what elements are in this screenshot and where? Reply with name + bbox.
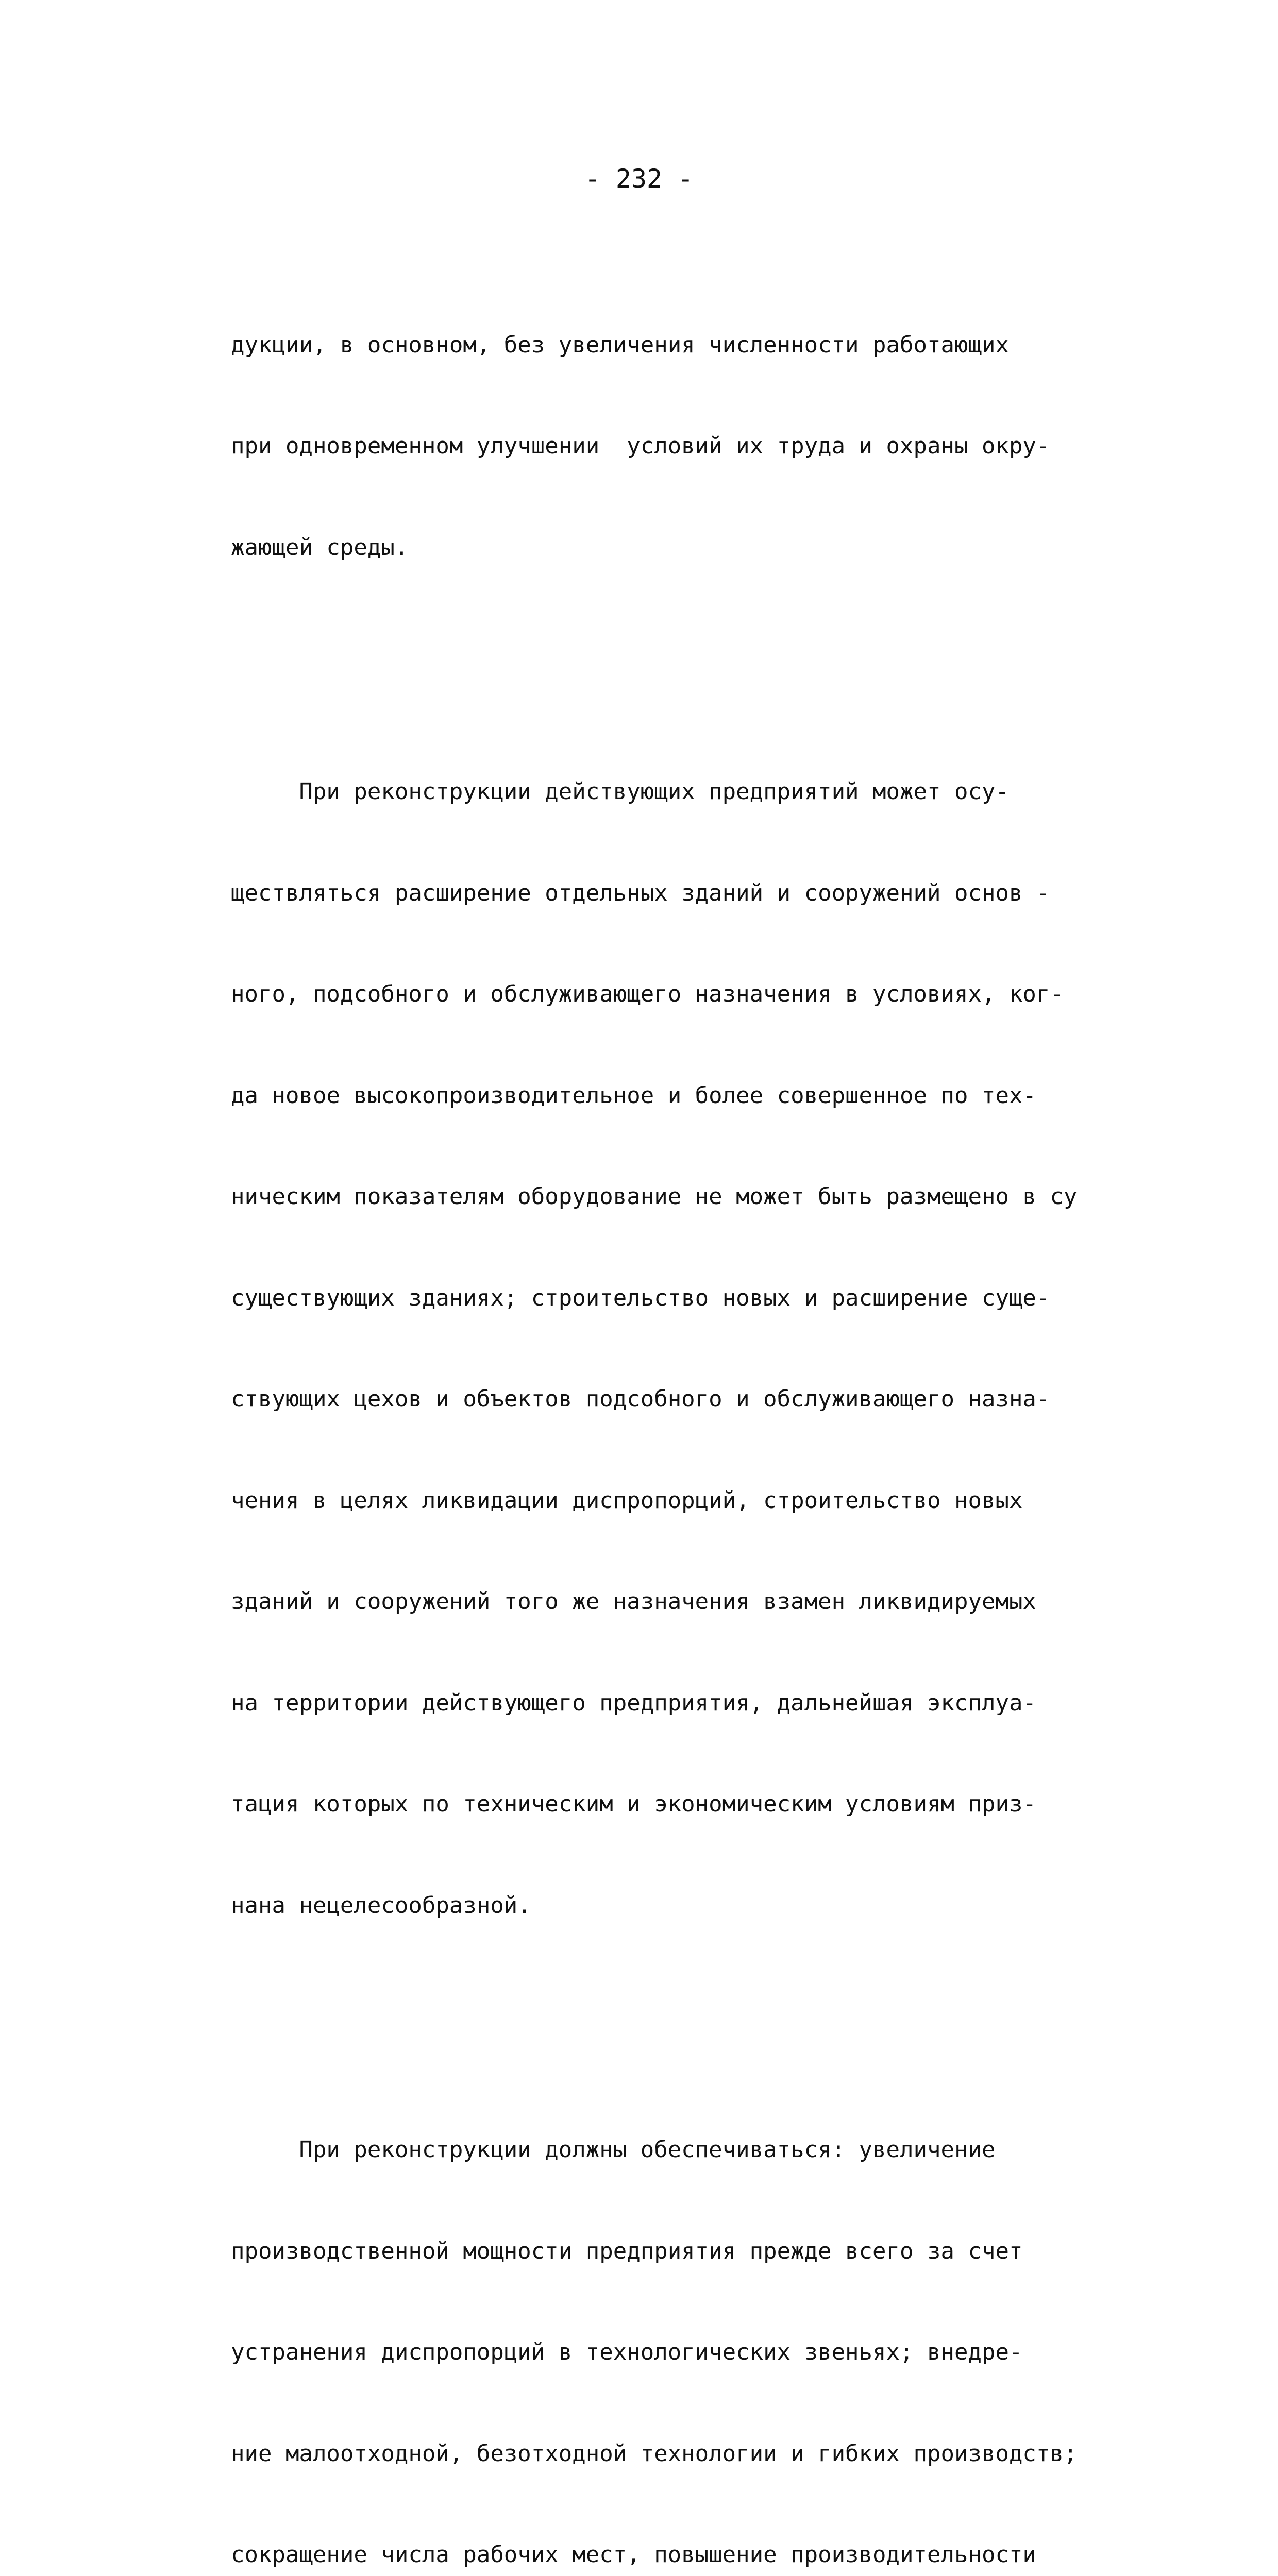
- paragraph-2-line: ществляться расширение отдельных зданий и сооружений основ -: [231, 879, 1050, 906]
- paragraph-gap: [231, 1990, 1107, 1998]
- paragraph-1-line: дукции, в основном, без увеличения численности работающих: [231, 331, 1009, 358]
- page-number: - 232 -: [584, 164, 694, 194]
- body-text: [231, 227, 1107, 2576]
- paragraph-2-line: тация которых по техническим и экономическим условиям приз-: [231, 1791, 1036, 1817]
- paragraph-2-line: существующих зданиях; строительство новых и расширение суще-: [231, 1284, 1050, 1311]
- paragraph-2-line: нана нецелесообразной.: [231, 1892, 531, 1919]
- paragraph-2-line: чения в целях ликвидации диспропорций, строительство новых: [231, 1487, 1023, 1514]
- paragraph-3-line: сокращение числа рабочих мест, повышение производительности: [231, 2541, 1036, 2568]
- paragraph-2-line: ническим показателям оборудование не может быть размещено в су: [231, 1183, 1078, 1210]
- paragraph-2-line: При реконструкции действующих предприятий может осу-: [231, 778, 1009, 805]
- paragraph-3-line: ние малоотходной, безотходной технологии и гибких производств;: [231, 2440, 1078, 2467]
- paragraph-1-line: при одновременном улучшении условий их труда и охраны окру-: [231, 433, 1050, 459]
- paragraph-2-line: ного, подсобного и обслуживающего назначения в условиях, ког-: [231, 981, 1064, 1007]
- paragraph-3-line: При реконструкции должны обеспечиваться: увеличение: [231, 2137, 996, 2163]
- paragraph-gap: [231, 632, 1107, 640]
- paragraph-2-line: зданий и сооружений того же назначения взамен ликвидируемых: [231, 1588, 1036, 1615]
- paragraph-3-line: устранения диспропорций в технологических звеньях; внедре-: [231, 2339, 1023, 2365]
- paragraph-1-line: жающей среды.: [231, 534, 409, 561]
- paragraph-2-line: на территории действующего предприятия, дальнейшая эксплуа-: [231, 1689, 1036, 1716]
- paragraph-2-line: ствующих цехов и объектов подсобного и обслуживающего назна-: [231, 1386, 1050, 1412]
- paragraph-2-line: да новое высокопроизводительное и более совершенное по тех-: [231, 1082, 1036, 1109]
- paragraph-3-line: производственной мощности предприятия прежде всего за счет: [231, 2238, 1023, 2264]
